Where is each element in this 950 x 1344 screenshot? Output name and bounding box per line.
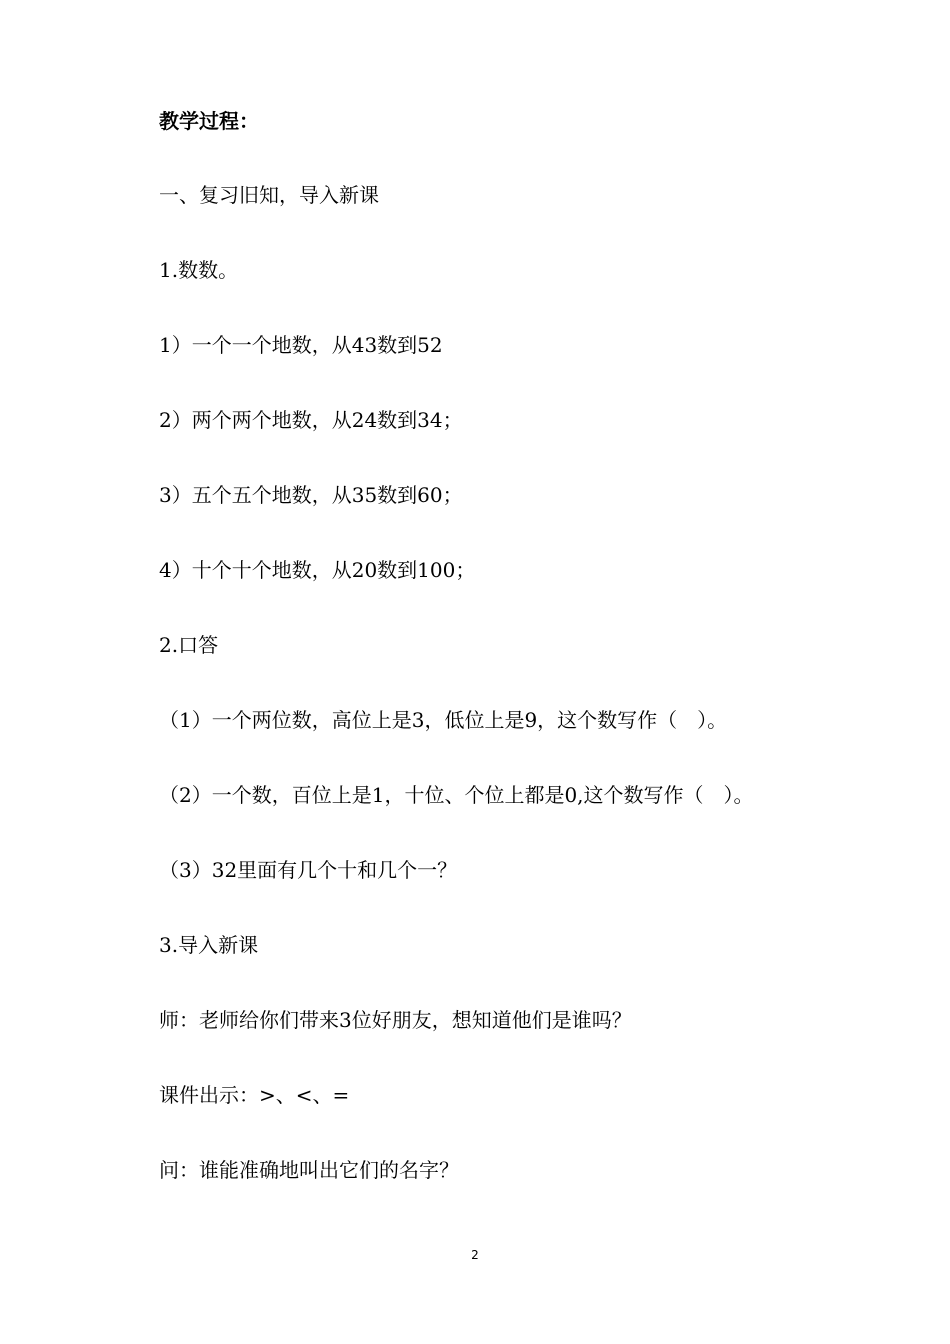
list-item-count-twos: 2）两个两个地数，从24数到34；	[159, 408, 463, 432]
paragraph-oral-answer: 2.口答	[159, 633, 219, 657]
question-item-2: （2）一个数，百位上是1，十位、个位上都是0,这个数写作（ ）。	[159, 783, 754, 807]
paragraph-review-intro: 一、复习旧知，导入新课	[159, 183, 379, 207]
page-number: 2	[471, 1248, 479, 1262]
list-item-count-fives: 3）五个五个地数，从35数到60；	[159, 483, 463, 507]
question-item-3: （3）32里面有几个十和几个一？	[159, 858, 458, 882]
paragraph-question: 问：谁能准确地叫出它们的名字？	[159, 1158, 459, 1182]
paragraph-courseware: 课件出示：>、<、=	[159, 1083, 350, 1107]
question-item-1: （1）一个两位数，高位上是3，低位上是9，这个数写作（ ）。	[159, 708, 728, 732]
paragraph-counting: 1.数数。	[159, 258, 239, 282]
paragraph-teacher-says: 师：老师给你们带来3位好朋友，想知道他们是谁吗？	[159, 1008, 632, 1032]
list-item-count-ones: 1）一个一个地数，从43数到52	[159, 333, 443, 357]
section-heading: 教学过程：	[159, 109, 259, 133]
list-item-count-tens: 4）十个十个地数，从20数到100；	[159, 558, 476, 582]
paragraph-new-lesson: 3.导入新课	[159, 933, 259, 957]
